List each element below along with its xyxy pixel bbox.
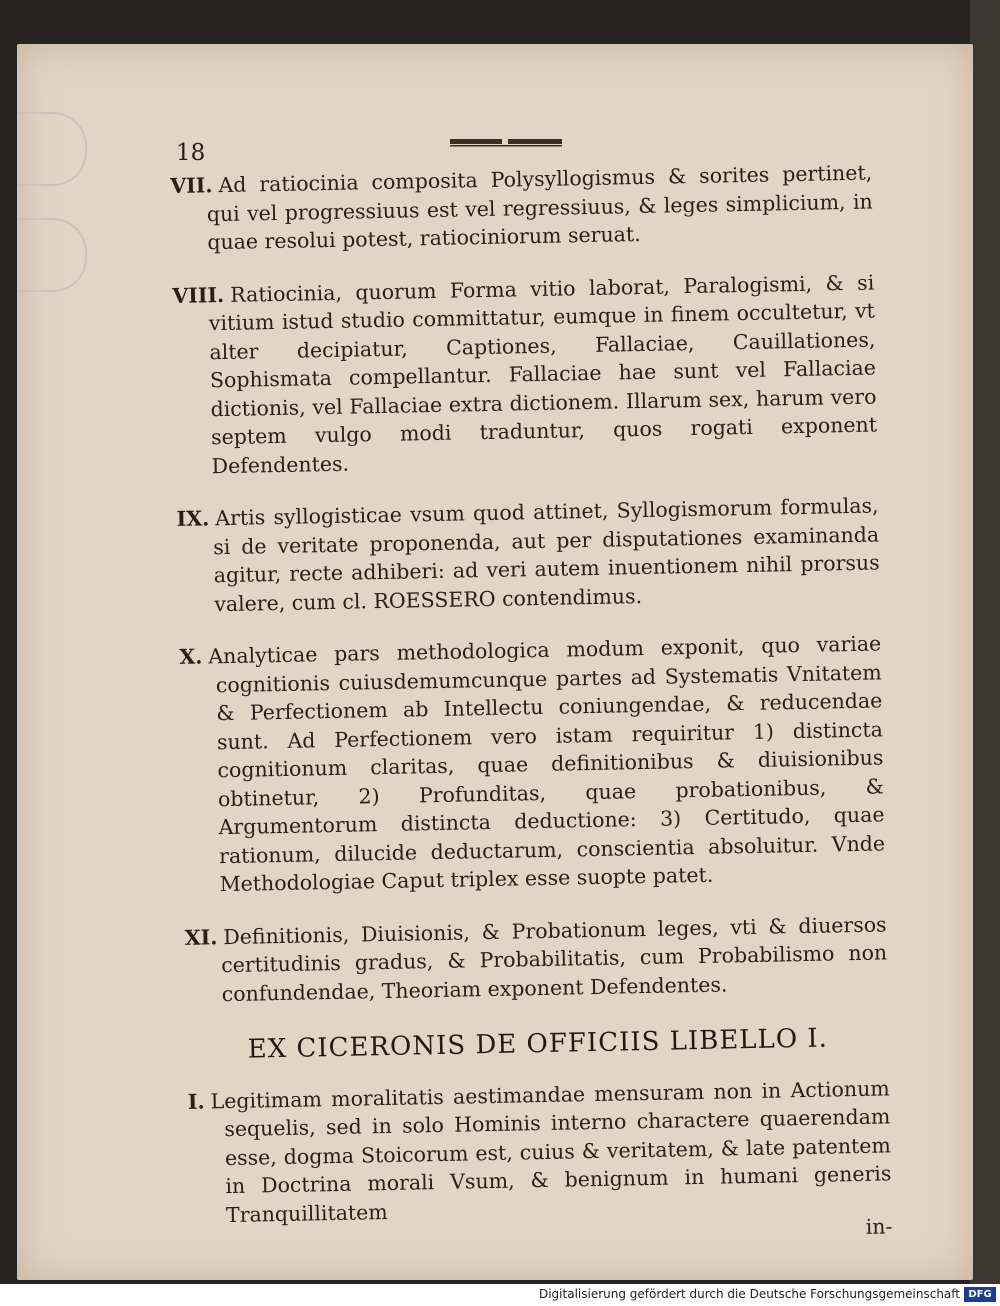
paragraph-text: Definitionis, Diuisionis, & Probationum leges, vti & diuersos certitudinis gradus, & Probabilitatis, cum Probabilismo non confundendae, Theoriam exponent Defendentes. xyxy=(221,911,888,1006)
paragraph-xi xyxy=(184,910,888,1009)
paragraph-number: VIII. xyxy=(172,282,225,308)
footer-credit: Digitalisierung gefördert durch die Deutsche Forschungsgemeinschaft xyxy=(538,1287,960,1301)
paragraph-number: IX. xyxy=(176,506,210,531)
paragraph-text: Ratiocinia, quorum Forma vitio laborat, Paralogismi, & si vitium istud studio committatur, eumque in finem occultetur, vt alter decipiatur, Captiones, Fallaciae, Cauillationes, Sophismata compellantur. Fallaciae hae sunt vel Fallaciae dictionis, vel Fallaciae extra dictionem. Illarum sex, harum vero septem vulgo modi traduntur, quos rogati exponent Defendentes. xyxy=(208,270,878,478)
paragraph-viii xyxy=(172,268,878,481)
scanner-edge xyxy=(970,0,1000,1284)
header-ornament-icon xyxy=(448,136,564,148)
paragraph-number: VII. xyxy=(170,173,213,198)
paragraph-i xyxy=(188,1074,893,1230)
page-number: 18 xyxy=(176,140,206,166)
dfg-logo-icon: DFG xyxy=(964,1287,996,1302)
page-body xyxy=(170,159,893,1255)
paragraph-vii xyxy=(170,159,874,258)
paragraph-number: X. xyxy=(179,644,203,669)
paragraph-number: XI. xyxy=(184,924,218,950)
paragraph-text: Ad ratiocinia composita Polysyllogismus & sorites pertinet, qui vel progressiuus est vel regressiuus, & leges simplicium, in quae resolui potest, ratiociniorum seruat. xyxy=(206,160,873,255)
paragraph-text: Legitimam moralitatis aestimandae mensuram non in Actionum sequelis, sed in solo Hominis interno charactere quaerendam esse, dogma Stoicorum est, cuius & veritatem, & late patentem in Doctrina morali Vsum, & benignum in humani generis Tranquillitatem xyxy=(210,1075,892,1227)
paragraph-ix xyxy=(176,491,880,618)
footer-bar xyxy=(0,1284,1000,1306)
section-heading: EX CICERONIS DE OFFICIIS LIBELLO I. xyxy=(247,1023,829,1065)
paragraph-number: I. xyxy=(187,1089,205,1114)
catchword: in- xyxy=(865,1214,893,1239)
binder-clip-icon xyxy=(17,112,87,186)
paragraph-text: Analyticae pars methodologica modum exponit, quo variae cognitionis cuiusdemumcunque partes ad Systematis Vnitatem & Perfectionem ab Intellectu coniungendae, & reducendae sunt. Ad Perfectionem vero istam requiritur 1) distincta cognitionum claritas, quae definitionibus & diuisionibus obtinetur, 2) Profunditas, quae probationibus, & Argumentorum distincta deductione: 3) Certitudo, quae rationum, dilucide deductarum, conscientia absoluitur. Vnde Methodologiae Caput triplex esse suopte patet. xyxy=(208,631,886,897)
binder-clip-icon xyxy=(17,218,87,292)
paragraph-text: Artis syllogisticae vsum quod attinet, Syllogismorum formulas, si de veritate proponenda, aut per disputationes examinanda agitur, recte adhiberi: ad veri autem inuentionem nihil prorsus valere, cum cl. ROESSERO contendimus. xyxy=(212,493,880,616)
paragraph-x xyxy=(179,629,886,899)
